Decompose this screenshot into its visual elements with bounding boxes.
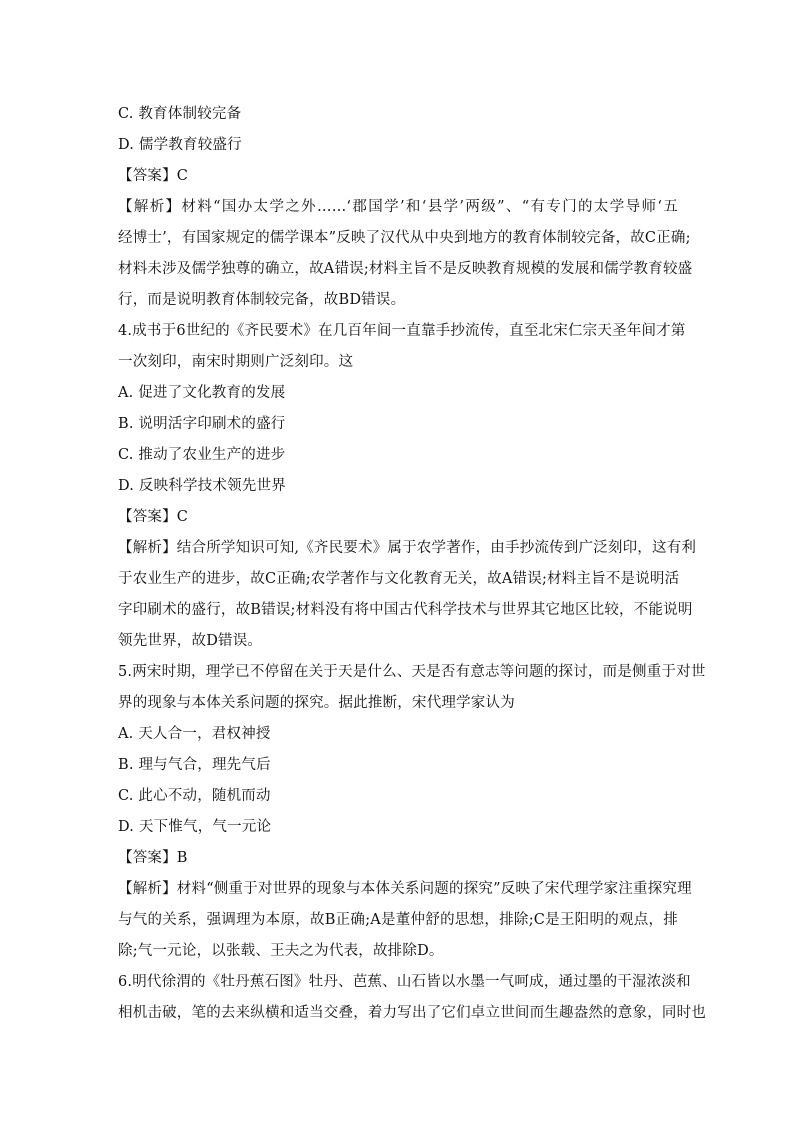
analysis-line: 【解析】结合所学知识可知,《齐民要术》属于农学著作，由手抄流传到广泛刻印，这有利 <box>118 540 697 556</box>
option-d-line: D. 反映科学技术领先世界 <box>118 478 286 494</box>
analysis-line: 除;气一元论，以张载、王夫之为代表，故排除D。 <box>118 943 444 959</box>
option-c-line: C. 此心不动，随机而动 <box>118 788 271 804</box>
answer-line: 【答案】B <box>118 850 188 866</box>
option-b-line: B. 理与气合，理先气后 <box>118 757 271 773</box>
analysis-line: 【解析】材料“侧重于对世界的现象与本体关系问题的探究”反映了宋代理学家注重探究理 <box>118 881 692 897</box>
answer-line: 【答案】C <box>118 509 189 525</box>
question-6-line: 6.明代徐渭的《牡丹蕉石图》牡丹、芭蕉、山石皆以水墨一气呵成，通过墨的干湿浓淡和 <box>118 974 691 990</box>
option-c-line: C. 教育体制较完备 <box>118 106 242 122</box>
analysis-line: 领先世界，故D错误。 <box>118 633 263 649</box>
document-body <box>118 99 706 1029</box>
analysis-line: 【解析】材料“国办太学之外……‘郡国学’和‘县学’两级”、“有专门的太学导师‘五 <box>118 199 678 215</box>
question-5-line: 5.两宋时期，理学已不停留在关于天是什么、天是否有意志等问题的探讨，而是侧重于对世 <box>118 664 706 680</box>
option-a-line: A. 促进了文化教育的发展 <box>118 385 286 401</box>
analysis-line: 经博士’，有国家规定的儒学课本”反映了汉代从中央到地方的教育体制较完备，故C正确; <box>118 230 691 246</box>
option-d-line: D. 天下惟气，气一元论 <box>118 819 272 835</box>
analysis-line: 材料未涉及儒学独尊的确立，故A错误;材料主旨不是反映教育规模的发展和儒学教育较盛 <box>118 261 693 277</box>
analysis-line: 行，而是说明教育体制较完备，故BD错误。 <box>118 292 406 308</box>
question-5-line: 界的现象与本体关系问题的探究。据此推断，宋代理学家认为 <box>118 695 515 711</box>
question-4-line: 一次刻印，南宋时期则广泛刻印。这 <box>118 354 354 370</box>
analysis-line: 与气的关系，强调理为本原，故B正确;A是董仲舒的思想，排除;C是王阳明的观点，排 <box>118 912 678 928</box>
option-c-line: C. 推动了农业生产的进步 <box>118 447 286 463</box>
analysis-line: 字印刷术的盛行，故B错误;材料没有将中国古代科学技术与世界其它地区比较，不能说明 <box>118 602 693 618</box>
question-6-line: 相机击破，笔的去来纵横和适当交叠，着力写出了它们卓立世间而生趣盎然的意象，同时也 <box>118 1005 706 1021</box>
option-b-line: B. 说明活字印刷术的盛行 <box>118 416 286 432</box>
option-d-line: D. 儒学教育较盛行 <box>118 137 242 153</box>
analysis-line: 于农业生产的进步，故C正确;农学著作与文化教育无关，故A错误;材料主旨不是说明活 <box>118 571 680 587</box>
question-4-line: 4.成书于6世纪的《齐民要术》在几百年间一直靠手抄流传，直至北宋仁宗天圣年间才第 <box>118 323 686 339</box>
answer-line: 【答案】C <box>118 168 189 184</box>
option-a-line: A. 天人合一，君权神授 <box>118 726 271 742</box>
